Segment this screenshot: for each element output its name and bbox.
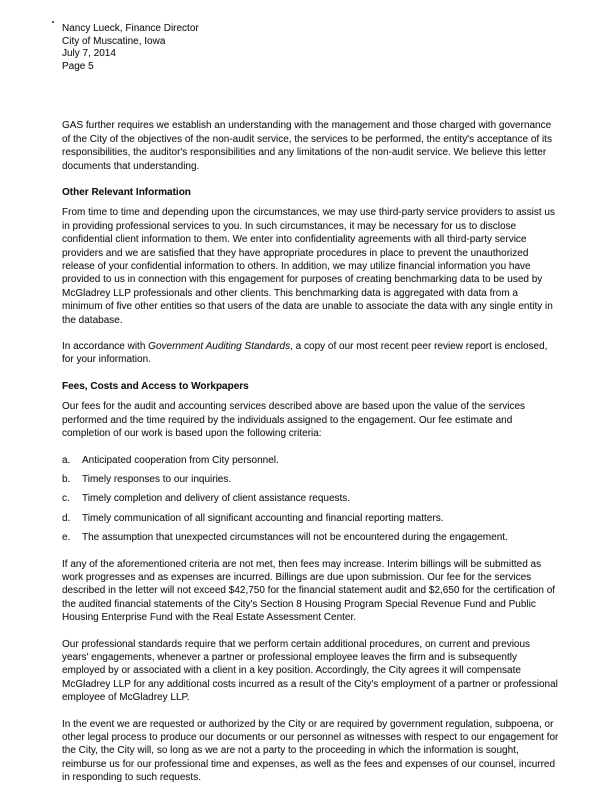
list-item-label: e.	[62, 532, 71, 544]
letter-content	[62, 23, 559, 798]
list-item	[62, 512, 559, 525]
paragraph-third-party-providers: From time to time and depending upon the circumstances, we may use third-party service providers to assist us in providing professional services to you. In such circumstances, it may be necessary for us to disclose confidential client information to them. We enter into confidentiality agreements with all third-party service providers and we are satisfied that they have appropriate procedures in place to prevent the unauthorized release of your confidential information to others. In addition, we may utilize financial information you have provided to us in connection with this engagement for purposes of creating benchmarking data to be used by McGladrey LLP professionals and other clients. This benchmarking data is aggregated with data from a minimum of five other entities so that users of the data are unable to associate the data with any single entity in the database.	[62, 207, 555, 326]
recipient-name: Nancy Lueck, Finance Director	[62, 23, 199, 34]
list-item-text: The assumption that unexpected circumstances will not be encountered during the engagement.	[82, 532, 508, 544]
paragraph-gas-requirements: GAS further requires we establish an understanding with the management and those charged with governance of the City of the objectives of the non-audit service, the services to be performed, the entity's acceptance of its responsibilities, the auditor's responsibilities and any limitations of the non-audit service. We believe this letter documents that understanding.	[62, 120, 552, 172]
paragraph-professional-standards: Our professional standards require that we perform certain additional procedures, on current and previous years' engagements, whenever a partner or professional employee leaves the firm and is subsequently employed by or associated with a client in a key position. Accordingly, the City agrees it will compensate McGladrey LLP for any additional costs incurred as a result of the City's employment of a partner or professional employee of McGladrey LLP.	[62, 638, 558, 704]
list-item	[62, 492, 559, 505]
heading-fees-costs-workpapers: Fees, Costs and Access to Workpapers	[62, 380, 249, 392]
list-item-label: d.	[62, 512, 71, 524]
paragraph-fees-intro: Our fees for the audit and accounting services described above are based upon the value of the services performed and the time required by the individuals assigned to the engagement. Our fee estimate and completion of our work is based upon the following criteria:	[62, 401, 526, 440]
peer-review-standards-title: Government Auditing Standards	[148, 341, 291, 353]
list-item-text: Anticipated cooperation from City personnel.	[82, 454, 279, 466]
criteria-list	[62, 454, 559, 545]
scan-speck	[52, 21, 54, 23]
paragraph-fee-amounts: If any of the aforementioned criteria are not met, then fees may increase. Interim billings will be submitted as work progresses and as expenses are incurred. Billings are due upon submission. Our fee for the services described in the letter will not exceed $42,750 for the financial statement audit and $2,650 for the certification of the audited financial statements of the City's Section 8 Housing Program Special Revenue Fund and Public Housing Enterprise Fund with the Real Estate Assessment Center.	[62, 558, 556, 624]
list-item-text: Timely communication of all significant accounting and financial reporting matters.	[82, 512, 444, 524]
list-item	[62, 473, 559, 486]
list-item-text: Timely completion and delivery of client assistance requests.	[82, 493, 351, 505]
page-number: Page 5	[62, 60, 94, 72]
peer-review-prefix: In accordance with	[62, 341, 149, 353]
list-item-text: Timely responses to our inquiries.	[82, 473, 232, 485]
letter-header	[62, 23, 559, 73]
list-item-label: c.	[62, 493, 70, 505]
heading-other-relevant-information: Other Relevant Information	[62, 187, 191, 198]
recipient-org: City of Muscatine, Iowa	[62, 35, 166, 47]
peer-review-suffix: , a copy of our most recent peer review report is enclosed, for your information.	[62, 341, 548, 366]
list-item	[62, 531, 559, 544]
list-item-label: b.	[62, 473, 71, 485]
list-item-label: a.	[62, 454, 71, 466]
paragraph-legal-process: In the event we are requested or authorized by the City or are required by government regulation, subpoena, or other legal process to produce our documents or our personnel as witnesses with respect to our engagement for the City, the City will, so long as we are not a party to the proceeding in which the information is sought, reimburse us for our professional time and expenses, as well as the fees and expenses of our counsel, incurred in responding to such requests.	[62, 718, 559, 784]
list-item	[62, 454, 559, 467]
letter-date: July 7, 2014	[62, 48, 116, 60]
paragraph-peer-review	[62, 340, 559, 367]
